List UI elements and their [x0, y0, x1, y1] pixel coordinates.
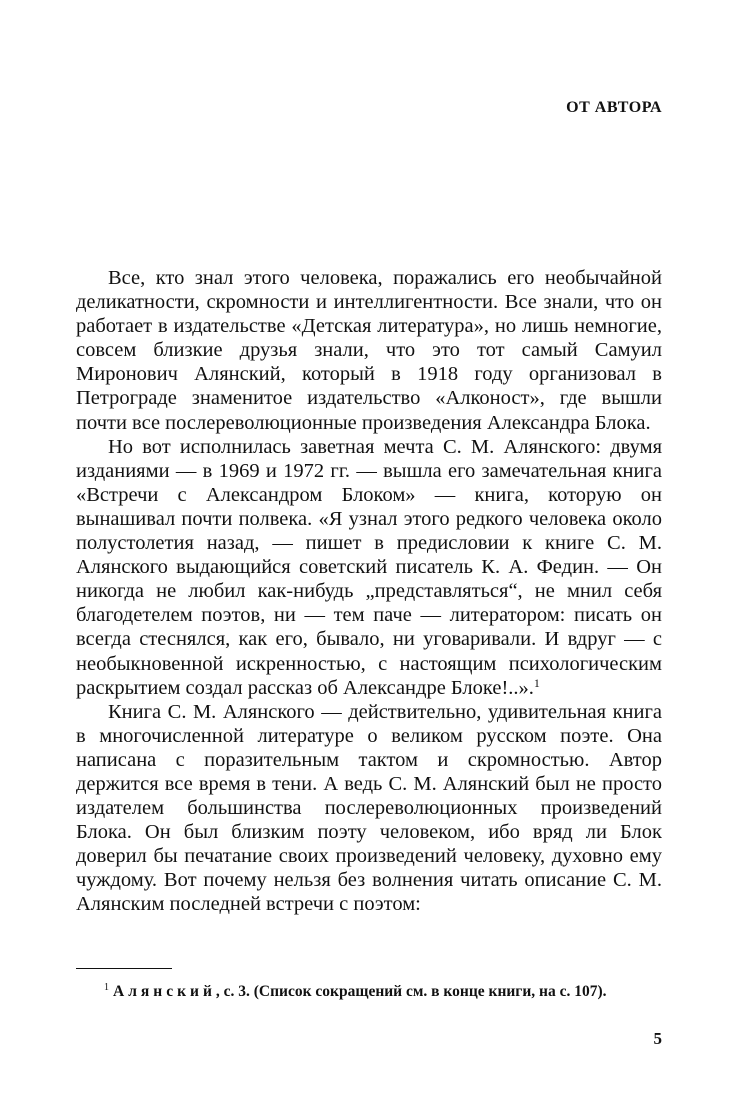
footnote-reference: 1: [533, 675, 540, 690]
footnote: [76, 977, 662, 1002]
footnote-author: Алянский: [113, 983, 216, 1000]
paragraph-2: [76, 435, 662, 700]
page-number: 5: [653, 1029, 662, 1048]
paragraph-2-text: Но вот исполнилась заветная мечта С. М. Алянского: двумя изданиями — в 1969 и 1972 гг. — вышла его замечательная книга «Встречи с Александром Блоком» — книга, которую он вынашивал почти полвека. «Я узнал этого редкого человека около полустолетия назад, — пишет в предисловии к книге С. М. Алянского выдающийся советский писатель К. А. Федин. — Он никогда не любил как-нибудь „представляться“, не мнил себя благодетелем поэтов, ни — тем паче — литератором: писать он всегда стеснялся, как его, бывало, ни уговаривали. И вдруг — с необыкновенной искренностью, с настоящим психологическим раскрытием создал рассказ об Александре Блоке!..».: [76, 435, 662, 699]
footnote-divider: [76, 968, 172, 969]
footnote-marker: 1: [104, 982, 109, 993]
paragraph-1: Все, кто знал этого человека, поражались его необычайной деликатности, скромности и интеллигентности. Все знали, что он работает в издательстве «Детская литература», но лишь немногие, совсем близкие друзья знали, что это тот самый Самуил Миронович Алянский, который в 1918 году организовал в Петрограде знаменитое издательство «Алконост», где вышли почти все послереволюционные произведения Александра Блока.: [76, 267, 662, 434]
body-text: [76, 266, 662, 917]
paragraph-3: Книга С. М. Алянского — действительно, удивительная книга в многочисленной литературе о великом русском поэте. Она написана с поразительным тактом и скромностью. Автор держится все время в тени. А ведь С. М. Алянский был не просто издателем большинства послереволюционных произведений Блока. Он был близким поэту человеком, ибо вряд ли Блок доверил бы печатание своих произведений человеку, духовно ему чуждому. Вот почему нельзя без волнения читать описание С. М. Алянским последней встречи с поэтом:: [76, 700, 662, 916]
footnote-text: , с. 3. (Список сокращений см. в конце книги, на с. 107).: [215, 983, 607, 1000]
section-heading: ОТ АВТОРА: [566, 99, 662, 116]
